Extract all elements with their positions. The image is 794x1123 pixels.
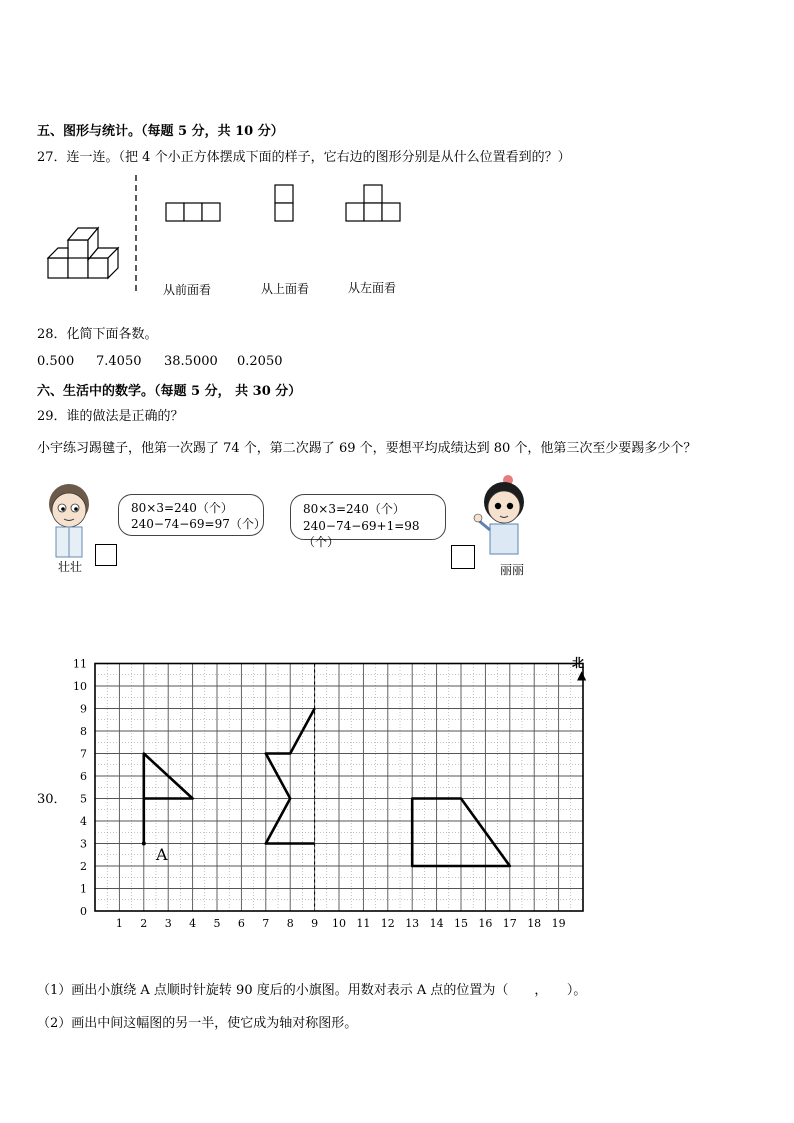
boy-answer-box[interactable]	[95, 544, 117, 566]
coordinate-grid	[60, 648, 590, 938]
q28-text: 28．化简下面各数。	[37, 327, 158, 342]
x-tick-label: 13	[405, 917, 420, 930]
x-tick-label: 10	[332, 917, 346, 930]
q29-problem: 小宇练习踢毽子，他第一次踢了 74 个，第二次踢了 69 个，要想平均成绩达到 80 个，他第三次至少要踢多少个？	[37, 441, 697, 456]
view-label-top: 从上面看	[261, 282, 310, 296]
point-a-label: A	[156, 845, 168, 864]
section-6-title: 六、生活中的数学。（每题 5 分， 共 30 分）	[37, 384, 302, 399]
boy-speech-bubble	[118, 494, 264, 536]
q30-sub1: （1）画出小旗绕 A 点顺时针旋转 90 度后的小旗图。用数对表示 A 点的位置为（ ， ）。	[37, 983, 587, 998]
section-5-title: 五、图形与统计。（每题 5 分，共 10 分）	[37, 124, 284, 139]
girl-line-1: 80×3=240（个）	[303, 502, 405, 516]
girl-speech-bubble	[290, 494, 446, 549]
x-tick-label: 7	[262, 917, 270, 930]
x-tick-label: 9	[311, 917, 319, 930]
q28-number-2: 7.4050	[96, 354, 142, 369]
y-tick-label: 6	[80, 770, 87, 783]
x-tick-label: 16	[478, 917, 493, 930]
view-figure-1	[165, 202, 223, 224]
dashed-separator	[130, 175, 142, 297]
north-arrow-icon: ▲	[577, 668, 587, 682]
x-tick-label: 14	[429, 917, 444, 930]
y-tick-label: 4	[80, 815, 87, 828]
girl-avatar	[472, 472, 534, 562]
x-tick-label: 3	[164, 917, 172, 930]
y-tick-label: 9	[80, 702, 87, 716]
q28-number-3: 38.5000	[164, 354, 218, 369]
view-label-front: 从前面看	[163, 283, 212, 297]
q27-text: 27．连一连。（把 4 个小正方体摆成下面的样子，它右边的图形分别是从什么位置看到的？）	[37, 150, 571, 165]
y-tick-label: 11	[73, 657, 87, 671]
q30-sub2: （2）画出中间这幅图的另一半，使它成为轴对称图形。	[37, 1016, 358, 1031]
x-tick-label: 11	[356, 917, 371, 930]
q30-number: 30．	[37, 792, 67, 807]
girl-name: 丽丽	[500, 563, 525, 577]
point-a-dot	[142, 842, 146, 846]
boy-avatar	[42, 480, 100, 560]
x-tick-label: 18	[527, 917, 542, 930]
cube-stack-figure	[40, 218, 130, 283]
boy-name: 壮壮	[58, 560, 83, 574]
x-tick-label: 6	[237, 917, 245, 930]
x-tick-label: 4	[189, 917, 197, 930]
q28-number-1: 0.500	[37, 354, 75, 369]
y-tick-label: 10	[73, 680, 87, 693]
x-tick-label: 17	[502, 917, 517, 930]
y-tick-label: 0	[80, 905, 87, 918]
y-tick-label: 7	[80, 747, 87, 761]
y-tick-label: 1	[80, 882, 87, 896]
x-tick-label: 15	[454, 917, 468, 930]
view-figure-3	[345, 184, 403, 224]
y-tick-label: 8	[80, 725, 87, 738]
x-tick-label: 19	[551, 917, 566, 930]
q28-number-4: 0.2050	[237, 354, 283, 369]
x-tick-label: 5	[213, 917, 221, 930]
north-label: 北	[572, 656, 585, 670]
boy-line-2: 240−74−69=97（个）	[131, 517, 266, 531]
view-label-left: 从左面看	[348, 281, 397, 295]
x-tick-label: 2	[140, 917, 148, 930]
x-tick-label: 1	[115, 917, 123, 930]
girl-line-2: 240−74−69+1=98（个）	[303, 519, 420, 549]
y-tick-label: 3	[80, 837, 87, 851]
q29-text: 29．谁的做法是正确的？	[37, 409, 184, 424]
x-tick-label: 12	[380, 917, 395, 930]
boy-line-1: 80×3=240（个）	[131, 501, 233, 515]
y-tick-label: 2	[80, 860, 87, 873]
y-tick-label: 5	[80, 792, 87, 806]
x-tick-label: 8	[286, 917, 294, 930]
view-figure-2	[274, 184, 296, 224]
